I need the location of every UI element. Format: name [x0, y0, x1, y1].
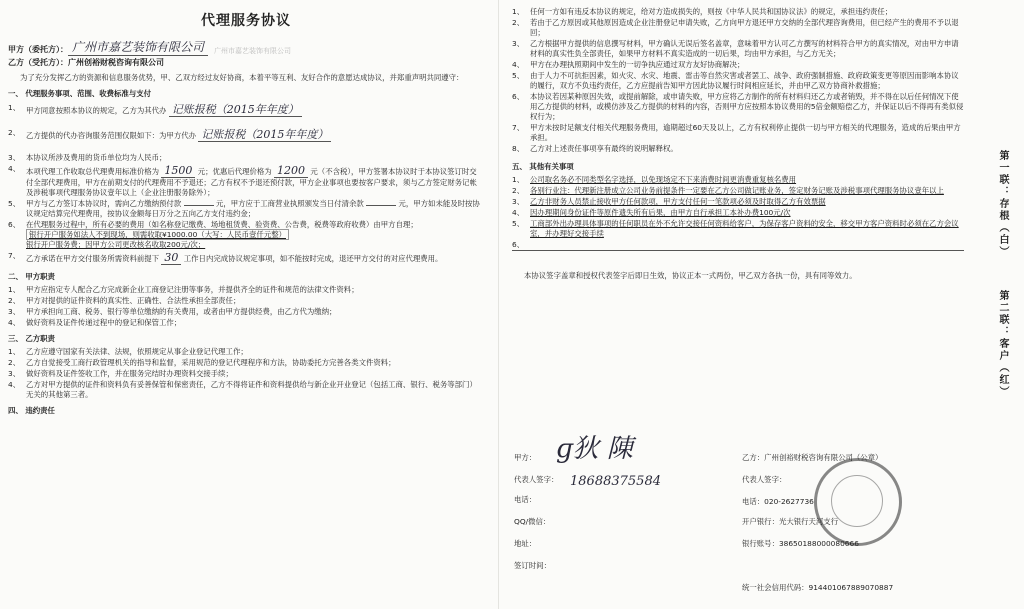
s3-item2-text: 乙方自觉接受工商行政管理机关的指导和监督，采用规范的登记代理程序和方法，协助委托方完善各类文件资料；: [26, 357, 396, 367]
party-b-value: 广州创裕财税咨询有限公司: [68, 58, 164, 68]
sig-a-phone-label: 电话：: [514, 495, 537, 504]
s1-item7-b: 工作日内完成协议规定事项，如不能按时完成，退还甲方交付的对应代理费用。: [183, 254, 443, 264]
s1-item1-num: 1、: [8, 102, 21, 112]
r-item2-text: 若由于乙方原因或其他原因造成企业注册登记申请失败，乙方向甲方退还甲方交纳的全部代理咨询费用，但已经产生的费用不予以退回；: [530, 17, 959, 37]
party-a-faint: 广州市嘉艺装饰有限公司: [214, 46, 292, 55]
s1-item3-num: 3、: [8, 152, 21, 162]
s1-item5-text: [26, 199, 484, 219]
s1-item1-text: [26, 103, 484, 118]
r-item8: [512, 144, 964, 154]
s1-item4-discount: 1200: [274, 164, 308, 178]
s5-item2-num: 2、: [512, 185, 525, 195]
s3-item3-text: 做好资料及证件签收工作，并在服务完结时办理资料交接手续；: [26, 368, 233, 378]
s5-item1-text: 公司取名务必不同类型名字选择，以免现场定不下来消费时间更消费重复核名费用: [530, 174, 797, 184]
s5-item1-num: 1、: [512, 174, 525, 184]
s1-item1-hand: 记账报税（2015年年度）: [169, 103, 302, 117]
party-a: [8, 39, 484, 56]
s1-item6-box: 银行开户服务如法人不到现场，则需收取¥1000.00（大写：人民币壹仟元整）: [26, 229, 289, 240]
s1-item4-c: 元（不含税），甲方签署本协议时于本协议签订时交付全部代理费用，甲方在前期支付的代理费用不予退还；乙方有权不予退还预付款，甲方企业事项也要按客户要求，须与乙方签定财务记帐及涉税事项代理服务协议壹年以上（企业注册服务除外）；: [26, 166, 477, 198]
s2-item2-num: 2、: [8, 296, 21, 306]
s1-item6-a: 在代理服务过程中，所有必要的费用（如名称登记缴费、场地租赁费、验资费、公告费，税费等政府收费）由甲方自理；: [26, 220, 418, 230]
sig-a-qq: QQ/微信：: [514, 517, 551, 526]
r-item3-num: 3、: [512, 38, 525, 48]
s2-item3-num: 3、: [8, 307, 21, 317]
s5-item5: [512, 219, 964, 239]
s2-item2: [8, 296, 484, 306]
s5-item3: [512, 197, 964, 207]
s5-item2: [512, 186, 964, 196]
party-a-label: 甲方（委托方）：: [8, 45, 68, 55]
s3-item2: [8, 358, 484, 368]
s3-item1-num: 1、: [8, 347, 21, 356]
sig-a-phone: 18688375584: [570, 474, 661, 489]
r-item6: [512, 92, 964, 122]
s1-item4-b: 元；优惠后代理价格为: [197, 166, 272, 176]
s1-item5-num: 5、: [8, 199, 21, 209]
sig-b-rep: 代表人签字：: [742, 475, 787, 484]
sig-b-acct: 银行账号：38650188000080666: [742, 539, 859, 548]
r-item1-num: 1、: [512, 7, 525, 16]
closing-text: 本协议签字盖章和授权代表签字后即日生效，协议正本一式两份，甲乙双方各执一份，具有同等效力。: [524, 270, 857, 280]
r-item2-num: 2、: [512, 17, 525, 27]
s5-item6-text: [530, 240, 964, 250]
r-item3-text: 乙方根据甲方提供的信息撰写材料，甲方确认无误后签名盖章，意味着甲方认可乙方撰写的材料符合甲方的真实情况，对由甲方申请材料的真实性负全部责任，如果甲方材料不真实造成的一切后果，均由甲方承担，与乙方无关；: [530, 38, 959, 58]
s3-item1-text: 乙方应遵守国家有关法律、法规，依照规定从事企业登记代理工作；: [26, 347, 248, 356]
party-a-value: 广州市嘉艺装饰有限公司: [68, 39, 208, 56]
r-item7-num: 7、: [512, 122, 525, 132]
r-item5-num: 5、: [512, 70, 525, 80]
s5-item6-num: 6、: [512, 239, 525, 249]
s1-item1: [8, 103, 484, 118]
sig-b-label: 乙方：广州创裕财税咨询有限公司（公章）: [742, 453, 883, 462]
sig-b-credit: 统一社会信用代码：914401067889070887: [742, 583, 894, 592]
r-item7-text: 甲方未按时足额支付相关代理服务费用，逾期超过60天及以上，乙方有权利停止提供一切与甲方相关的代理服务，造成的后果由甲方承担。: [530, 122, 961, 142]
s1-item7-days: 30: [161, 251, 181, 265]
r-item8-text: 乙方对上述责任事项享有最终的说明解释权。: [530, 143, 678, 153]
s2-item3-text: 甲方承担向工商、税务、银行等单位缴纳的有关费用，或者由甲方提供经费，由乙方代为缴纳；: [26, 307, 337, 317]
s5-item1: [512, 175, 964, 185]
s2-item4-num: 4、: [8, 318, 21, 328]
s5-item2-text: 各别行业注：代理新注册成立公司业务前提条件一定要在乙方公司做记账业务，签定财务记账及涉税事项代理服务协议壹年以上: [530, 185, 944, 195]
section1-title: 一、 代理服务事项、范围、收费标准与支付: [8, 88, 151, 98]
section2-title: 二、 甲方职责: [8, 272, 55, 282]
s3-item4-num: 4、: [8, 379, 21, 389]
company-seal-stamp: [814, 458, 902, 546]
s5-item4-text: 因办理期间身份证件等原件遗失所有后果，由甲方自行承担工本补办费100元/次: [530, 207, 791, 217]
section4-title: 四、 违约责任: [8, 405, 55, 415]
s1-item4: [8, 164, 484, 199]
s1-item7: [8, 251, 484, 266]
s1-item2-hand: 记账报税（2015年年度）: [198, 128, 331, 142]
sig-a-addr: 地址：: [514, 539, 537, 548]
sig-a-label: 甲方：: [514, 453, 537, 462]
s3-item3-num: 3、: [8, 368, 21, 378]
s2-item4: [8, 318, 484, 328]
s1-item2-num: 2、: [8, 127, 21, 137]
r-item1-text: 任何一方如有违反本协议的规定，给对方造成损失的，则按《中华人民共和国协议法》的规定，承担违约责任；: [530, 7, 893, 16]
s1-item2: [8, 128, 484, 143]
s1-item4-a: 本项代理工作收取总代理费用标准价格为: [26, 166, 160, 176]
s2-item4-text: 做好资料及证件传递过程中的登记和保管工作；: [26, 318, 182, 328]
s1-item7-num: 7、: [8, 251, 21, 261]
s2-item1-text: 甲方应指定专人配合乙方完成新企业工商登记注册等事务，并提供齐全的证件和规范的法律文件资料；: [26, 285, 359, 295]
s1-item5-a: 甲方与乙方签订本协议时，需向乙方缴纳预付款: [26, 199, 182, 209]
section3-title: 三、 乙方职责: [8, 334, 55, 344]
s5-item4: [512, 208, 964, 218]
s2-item1: [8, 285, 484, 295]
s1-item1-pre: 甲方同意按照本协议的规定，乙方为其代办: [26, 105, 167, 115]
s3-item2-num: 2、: [8, 357, 21, 367]
s1-item7-text: [26, 251, 484, 266]
s1-item4-text: [26, 164, 484, 199]
s3-item4-text: 乙方对甲方提供的证件和资料负有妥善保管和保密责任，乙方不得将证件和资料提供给与新企业开业登记（包括工商、银行、税务等部门）无关的其他第三者。: [26, 379, 477, 399]
s1-item5-b: 元，甲方应于工商营业执照颁发当日付清余款: [215, 199, 364, 209]
s1-item6-box2: 银行开户服务费；因甲方公司更改核名收取200元/次；: [26, 240, 206, 250]
page-fold: [498, 0, 499, 609]
s1-item5: [8, 199, 484, 219]
right-column: [512, 6, 964, 282]
left-column: [8, 6, 484, 419]
side-label-copy2: 第二联：客户（红）: [997, 290, 1008, 398]
s5-item4-num: 4、: [512, 207, 525, 217]
r-item6-num: 6、: [512, 91, 525, 101]
s1-item5-c: 元，甲方如未能及时按协议规定结算完代理费用，按协议金额每日万分之五向乙方支付违约金；: [26, 199, 480, 219]
party-b-label: 乙方（受托方）：: [8, 58, 68, 68]
s1-item2-pre: 乙方提供的代办咨询服务范围仅限如下：为甲方代办: [26, 130, 196, 140]
s1-item3-text: 本协议所涉及费用的货币单位均为人民币；: [26, 152, 167, 162]
sig-a-signature: ɡ狄 陳: [556, 434, 633, 464]
r-item2: [512, 18, 964, 38]
r-item3: [512, 39, 964, 59]
party-b: [8, 58, 484, 69]
s3-item4: [8, 380, 484, 400]
s5-item6: [512, 240, 964, 251]
intro-text: 为了充分发挥乙方的资源和信息服务优势，甲、乙双方经过友好协商，本着平等互利、友好合作的意愿达成协议，并郑重声明共同遵守：: [20, 72, 464, 82]
s2-item1-num: 1、: [8, 285, 21, 295]
s5-item5-text: 工商部外出办理具体事项的任何职员在外不允许交接任何资料给客户，为保存客户资料的安全，移交甲方客户资料时必须在乙方会议室，并办理好交接手续: [530, 218, 959, 238]
s1-item7-a: 乙方承诺在甲方交付服务所需资料前提下: [26, 254, 160, 264]
s5-item5-num: 5、: [512, 218, 525, 228]
r-item7: [512, 123, 964, 143]
s3-item1: [8, 347, 484, 357]
r-item4: [512, 60, 964, 70]
side-label-copy1: 第一联：存根（白）: [997, 150, 1008, 258]
s5-item3-text: 乙方非财务人员禁止接收甲方任何款项，甲方支付任何一笔款项必须及时取得乙方有效票据: [530, 196, 826, 206]
s1-item5-blank2: [366, 205, 396, 206]
sig-b-bank: 开户银行：光大银行天河支行: [742, 517, 839, 526]
s1-item5-blank1: [184, 205, 214, 206]
r-item4-num: 4、: [512, 59, 525, 69]
sig-a-date: 签订时间：: [514, 561, 551, 570]
sig-a-rep: 代表人签字：: [514, 475, 559, 484]
s1-item4-price: 1500: [161, 164, 195, 178]
s1-item6-text: [26, 220, 484, 250]
s5-item3-num: 3、: [512, 196, 525, 206]
r-item4-text: 甲方在办理执照期间中发生的一切争执应通过双方友好协商解决；: [530, 59, 745, 69]
s1-item6: [8, 220, 484, 250]
r-item5: [512, 71, 964, 91]
s3-item3: [8, 369, 484, 379]
s1-item2-text: [26, 128, 484, 143]
r-item1: [512, 7, 964, 17]
s2-item3: [8, 307, 484, 317]
section5-title: 五、 其他有关事项: [512, 161, 574, 171]
s1-item3: [8, 153, 484, 163]
r-item6-text: 本协议若因某种原因失效，或提前解除，或申请失败，甲方应将乙方制作的所有材料归还乙方或者销毁，并不得在以后任何情况下使用乙方提供的材料，或模仿涉及乙方提供的材料的内容，否则甲方应按照本协议费用的5倍金额赔偿乙方，并保证以后不得再有类似侵权行为；: [530, 91, 964, 121]
doc-title: 代理服务协议: [201, 13, 291, 29]
r-item8-num: 8、: [512, 143, 525, 153]
seal-inner-ring: [831, 475, 883, 527]
s1-item6-num: 6、: [8, 220, 21, 230]
s1-item4-num: 4、: [8, 163, 21, 173]
sig-b-phone: 电话：020-2627736: [742, 497, 814, 506]
s2-item2-text: 甲方对提供的证件资料的真实性、正确性、合法性承担全部责任；: [26, 296, 241, 306]
r-item5-text: 由于人力不可抗拒因素，如火灾、水灾、地震、雷击等自然灾害或者罢工、战争、政府强制措施、政府政策变更等原因而影响本协议的履行，双方不负违约责任，乙方应提前告知甲方因此协议履行时间相应延长，并由甲乙双方协商补救措施；: [530, 70, 959, 90]
